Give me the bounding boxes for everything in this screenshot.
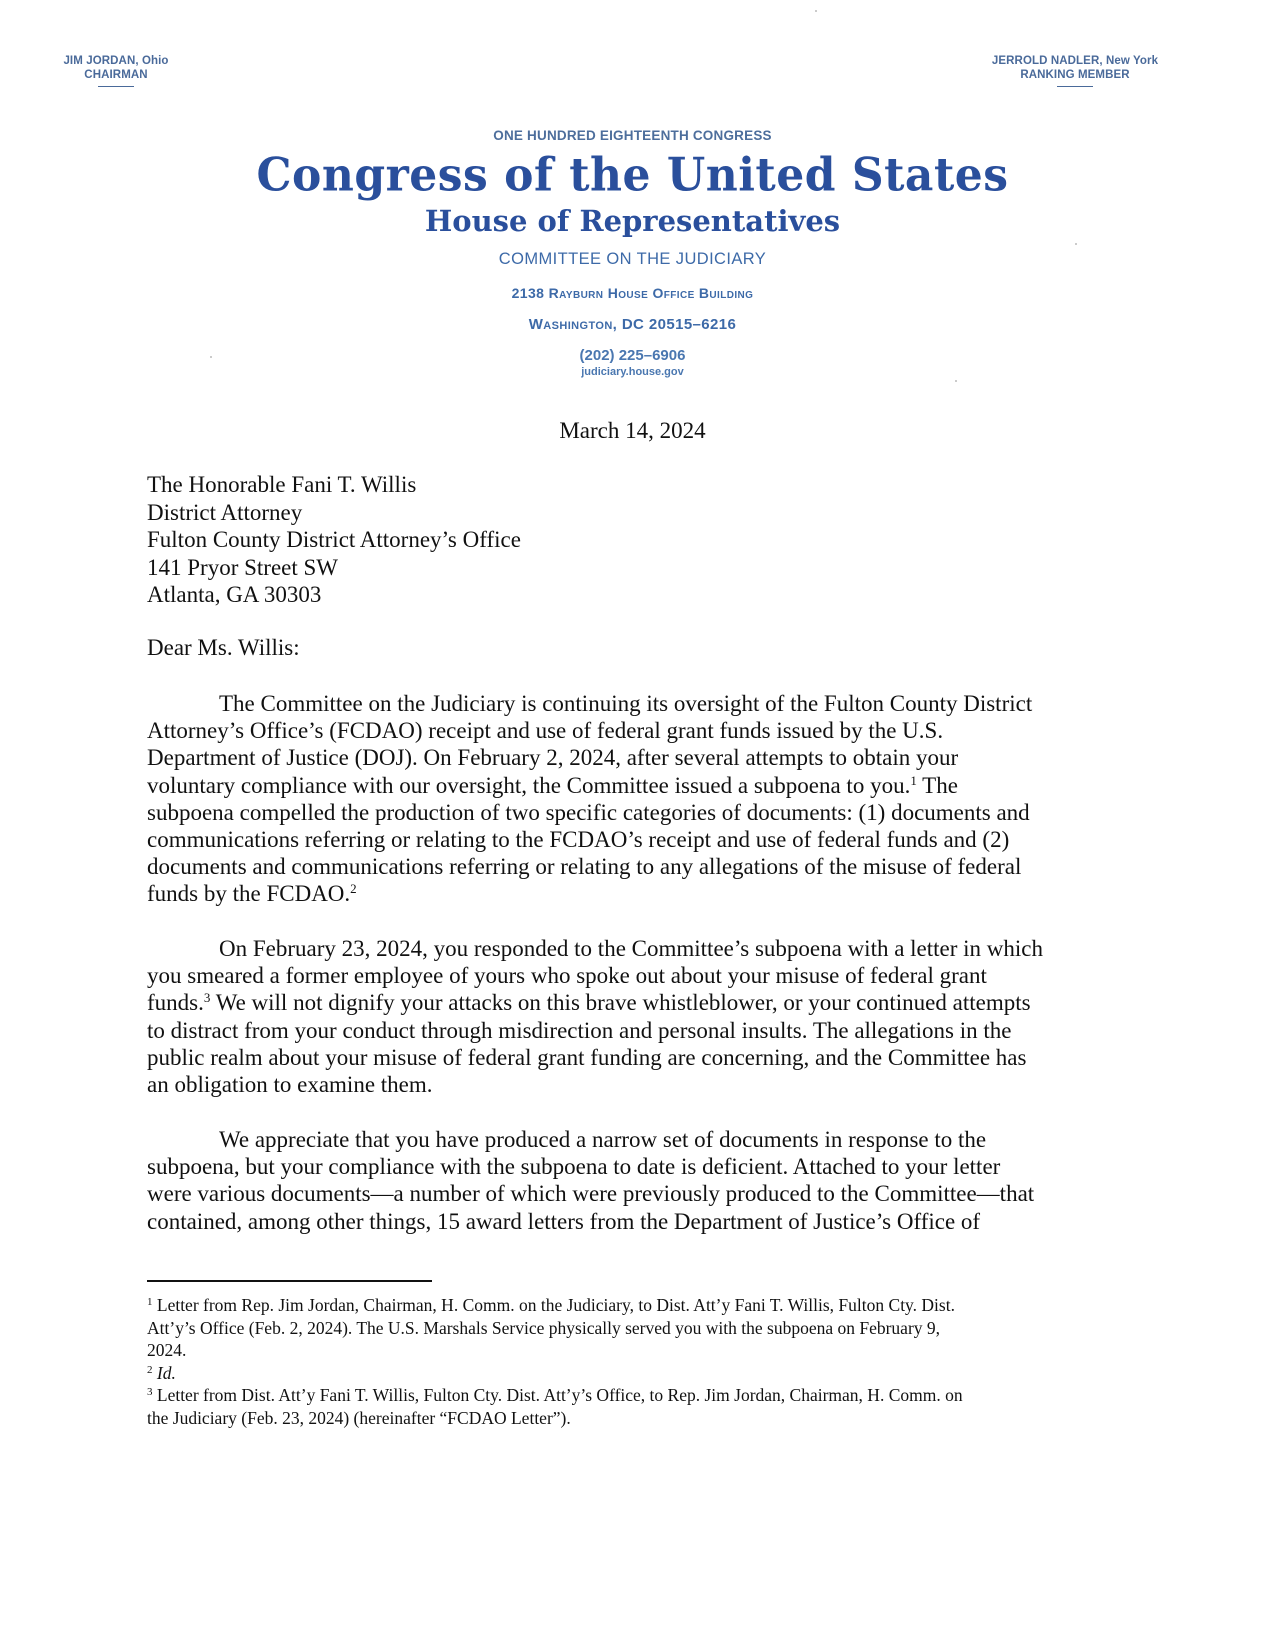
body-line: funds by the FCDAO.$^2$ [147, 881, 357, 907]
letter-date: March 14, 2024 [559, 418, 706, 443]
chairman-title: CHAIRMAN [84, 69, 148, 81]
body-line: documents and communications referring or relating to any allegations of the misuse of federal [147, 854, 1022, 880]
recipient-address [147, 471, 521, 609]
salutation: Dear Ms. Willis: [147, 635, 300, 660]
body-line: The Committee on the Judiciary is continuing its oversight of the Fulton County District [219, 691, 1033, 716]
recipient-line: Fulton County District Attorney’s Office [147, 527, 521, 552]
office-address: 2138 Rayburn House Office Building [511, 285, 754, 301]
body-line: Attorney’s Office’s (FCDAO) receipt and use of federal grant funds issued by the U.S. [147, 718, 944, 744]
chairman-block [60, 54, 172, 87]
chamber-title: House of Representatives [424, 204, 841, 238]
chairman-divider [98, 86, 134, 87]
scan-speck [210, 356, 212, 358]
ranking-member-block [985, 54, 1165, 87]
body-line: communications referring or relating to the FCDAO’s receipt and use of federal funds and (2) [147, 827, 1010, 853]
recipient-line: District Attorney [147, 499, 303, 525]
body-line: public realm about your misuse of federal grant funding are concerning, and the Committee has [147, 1044, 1027, 1070]
body-line: to distract from your conduct through misdirection and personal insults. The allegations in the [147, 1017, 1012, 1043]
body-line: Department of Justice (DOJ). On February 2, 2024, after several attempts to obtain your [147, 745, 959, 771]
recipient-line: 141 Pryor Street SW [147, 554, 339, 580]
chairman-name: JIM JORDAN, Ohio [63, 55, 169, 67]
body-line: an obligation to examine them. [147, 1072, 433, 1098]
footnote-1: $^1$ Letter from Rep. Jim Jordan, Chairman, H. Comm. on the Judiciary, to Dist. Att’y Fani T. Willis, Fulton Cty. Dist. Att’y’s Office (Feb. 2, 2024). The U.S. Marshals Service physically served you with the subpoena on February 9, 2024. [147, 1295, 955, 1360]
recipient-line: The Honorable Fani T. Willis [147, 472, 417, 497]
scan-speck [1075, 243, 1077, 245]
scan-speck [955, 380, 957, 382]
body-paragraph [147, 935, 1107, 1098]
body-line: We appreciate that you have produced a narrow set of documents in response to the [219, 1127, 987, 1152]
footnote-number: 2 [147, 1363, 153, 1376]
footnotes [147, 1294, 1107, 1429]
body-line: subpoena, but your compliance with the subpoena to date is deficient. Attached to your letter [147, 1154, 1001, 1180]
office-city: Washington, DC 20515–6216 [528, 316, 737, 333]
office-phone: (202) 225–6906 [579, 347, 686, 364]
committee-name: COMMITTEE ON THE JUDICIARY [498, 250, 767, 268]
body-line: On February 23, 2024, you responded to the Committee’s subpoena with a letter in which [219, 936, 1044, 961]
footnote-ref[interactable]: 3 [203, 990, 211, 1006]
body-line: you smeared a former employee of yours who spoke out about your misuse of federal grant [147, 963, 987, 989]
body-line: subpoena compelled the production of two specific categories of documents: (1) documents and [147, 799, 1030, 825]
body-paragraph [147, 1126, 1107, 1235]
footnote-number: 3 [147, 1386, 153, 1398]
body-line: voluntary compliance with our oversight, the Committee issued a subpoena to you.$^1$ The [147, 772, 958, 798]
footnote-ref[interactable]: 2 [350, 881, 357, 897]
footnote-3: $^3$ Letter from Dist. Att’y Fani T. Willis, Fulton Cty. Dist. Att’y’s Office, to Rep. Jim Jordan, Chairman, H. Comm. on the Judiciary (Feb. 23, 2024) (hereinafter “FCDAO Letter”). [147, 1385, 963, 1428]
footnote-2: $^2$ Id. [147, 1362, 176, 1383]
body-line: funds.$^3$ We will not dignify your attacks on this brave whistleblower, or your continued attempts [147, 990, 1031, 1016]
ranking-member-title: RANKING MEMBER [1020, 69, 1130, 81]
ranking-member-divider [1057, 86, 1093, 87]
congress-number: ONE HUNDRED EIGHTEENTH CONGRESS [493, 128, 772, 143]
recipient-line: Atlanta, GA 30303 [147, 582, 322, 607]
footnote-number: 1 [147, 1296, 153, 1308]
body-paragraph [147, 690, 1107, 908]
ranking-member-name: JERROLD NADLER, New York [991, 55, 1159, 67]
body-line: contained, among other things, 15 award letters from the Department of Justice’s Office of [147, 1208, 981, 1234]
footnote-divider [147, 1280, 432, 1282]
scan-speck [815, 10, 817, 12]
footnote-ref[interactable]: 1 [910, 772, 917, 788]
letterhead-title: Congress of the United States [256, 148, 1009, 203]
body-line: were various documents—a number of which were previously produced to the Committee—that [147, 1181, 1035, 1207]
website-link[interactable]: judiciary.house.gov [581, 366, 684, 378]
